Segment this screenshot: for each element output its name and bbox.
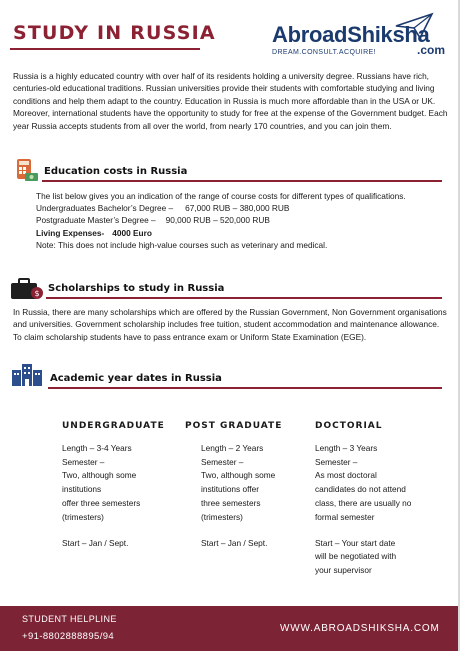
section-divider <box>48 387 442 389</box>
column-title: POST GRADUATE <box>185 421 283 431</box>
column-line: offer three semesters <box>62 497 141 508</box>
education-costs-heading: Education costs in Russia <box>44 166 188 177</box>
education-costs-body <box>36 190 446 251</box>
scholarships-paragraph: In Russia, there are many scholarships which are offered by the Russian Government, Non Government organisations and universities. Government scholarship includes free tuition, student accommodation and maintenance allowance. To claim scholarship students have to pass entrance exam or Uniform State Examination (EGE). <box>13 307 447 342</box>
ug-cost-label: Undergraduates Bachelor’s Degree – <box>36 203 174 214</box>
pg-cost-label: Postgraduate Master’s Degree – <box>36 215 156 226</box>
title-underline <box>10 48 200 50</box>
svg-text:$: $ <box>34 289 40 298</box>
start-line: your supervisor <box>315 565 372 576</box>
ug-cost-row <box>36 202 446 214</box>
pg-cost-value: 90,000 RUB – 520,000 RUB <box>165 215 270 226</box>
start-line: will be negotiated with <box>315 551 397 562</box>
column-line: class, there are usually no <box>315 497 412 508</box>
column-line: Length – 3 Years <box>315 442 378 453</box>
education-costs-intro: The list below gives you an indication of the range of course costs for different types of qualifications. <box>36 191 406 201</box>
academic-year-heading: Academic year dates in Russia <box>50 373 222 384</box>
column-line: Semester – <box>62 456 105 467</box>
website-link[interactable]: WWW.ABROADSHIKSHA.COM <box>280 623 440 634</box>
university-building-icon <box>10 360 44 388</box>
pg-cost-row <box>36 214 446 226</box>
intro-paragraph: Russia is a highly educated country with over half of its residents holding a university degree. Russians have rich, centuries-old educational traditions. Russian universities provide their students with comfortable studying and living conditions and help them adapt to the country. Education in Russia is much more affordable than in the USA or UK. Moreover, international students have the opportunity to study for free at the expense of the Government budget. Each year Russia accepts students from all over the world, from nearly 170 countries, and you can join them. <box>13 71 448 131</box>
column-line: formal semester <box>315 511 375 522</box>
postgraduate-column <box>185 420 282 550</box>
scholarships-heading: Scholarships to study in Russia <box>48 283 225 294</box>
undergraduate-column <box>62 420 165 550</box>
column-line: candidates do not attend <box>315 484 406 495</box>
start-line: Start – Jan / Sept. <box>62 537 129 548</box>
briefcase-money-icon <box>10 277 44 301</box>
abroadshiksha-logo[interactable] <box>272 12 452 60</box>
footer-bar <box>0 606 458 651</box>
doctorial-column <box>315 420 411 578</box>
column-line: three semesters <box>201 497 261 508</box>
column-title: UNDERGRADUATE <box>62 421 165 431</box>
start-line: Start – Your start date <box>315 537 396 548</box>
column-line: Semester – <box>315 456 358 467</box>
education-costs-note: Note: This does not include high-value courses such as veterinary and medical. <box>36 239 328 250</box>
living-expenses-value: 4000 Euro <box>112 227 152 238</box>
column-line: Two, although some <box>62 470 137 481</box>
column-line: (trimesters) <box>201 511 243 522</box>
logo-name: AbroadShiksha <box>272 22 430 47</box>
column-line: As most doctoral <box>315 470 377 481</box>
column-line: Two, although some <box>201 470 276 481</box>
ug-cost-value: 67,000 RUB – 380,000 RUB <box>185 203 290 214</box>
living-expenses-label: Living Expenses- <box>36 227 105 238</box>
section-divider <box>42 180 442 182</box>
column-line: Semester – <box>201 456 244 467</box>
helpline-number[interactable]: +91-8802888895/94 <box>22 631 115 642</box>
column-line: institutions <box>62 484 102 495</box>
helpline-label: STUDENT HELPLINE <box>22 614 117 624</box>
logo-tagline: DREAM.CONSULT.ACQUIRE! <box>272 49 376 56</box>
page-title: STUDY IN RUSSIA <box>13 22 216 44</box>
logo-domain: .com <box>417 43 446 57</box>
column-line: Length – 2 Years <box>201 442 264 453</box>
section-divider <box>46 297 442 299</box>
money-calculator-icon <box>15 157 39 183</box>
column-line: institutions offer <box>201 484 259 495</box>
column-line: (trimesters) <box>62 511 104 522</box>
column-line: Length – 3-4 Years <box>62 442 132 453</box>
start-line: Start – Jan / Sept. <box>201 537 268 548</box>
living-expenses-row <box>36 227 446 239</box>
column-title: DOCTORIAL <box>315 421 383 431</box>
